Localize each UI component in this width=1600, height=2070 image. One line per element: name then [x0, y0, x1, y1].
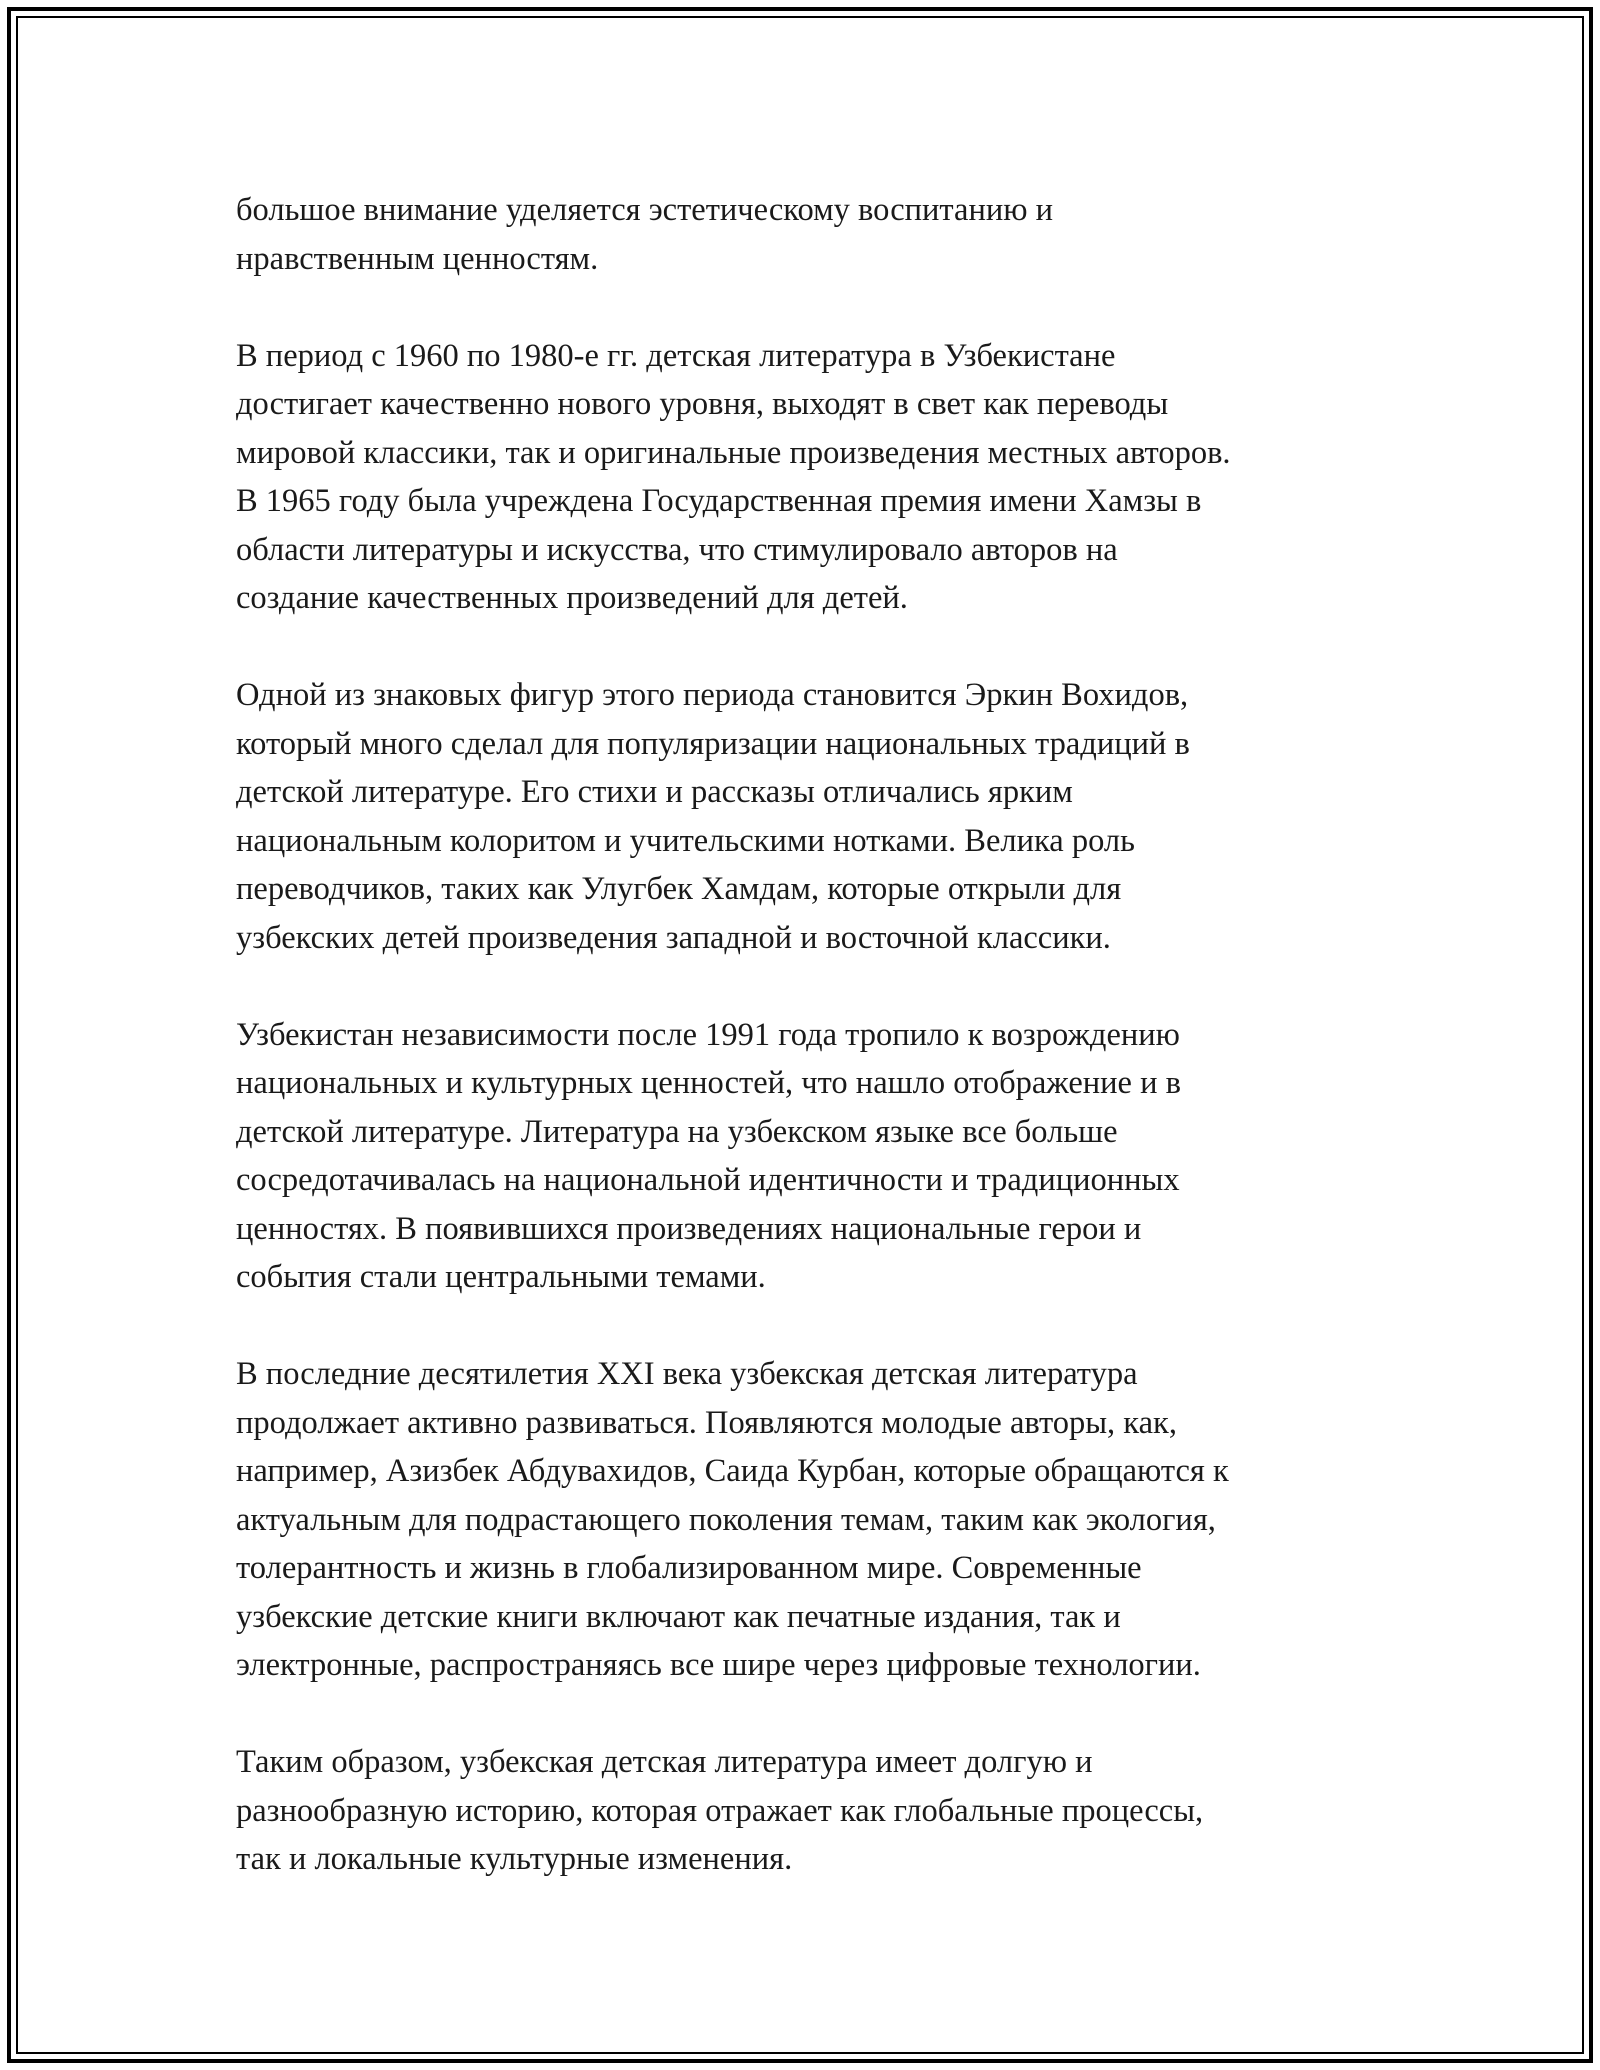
text-line: детской литературе. Его стихи и рассказы отличались ярким: [236, 774, 1073, 810]
text-line: Узбекистан независимости после 1991 года тропило к возрождению: [236, 1016, 1180, 1053]
paragraph: [236, 671, 1396, 962]
paragraph: [236, 1011, 1396, 1302]
text-line: так и локальные культурные изменения.: [236, 1841, 793, 1877]
paragraph: [236, 1350, 1396, 1690]
text-line: национальных и культурных ценностей, что нашло отображение и в: [236, 1065, 1181, 1101]
text-line: создание качественных произведений для детей.: [236, 580, 908, 616]
text-line: узбекских детей произведения западной и восточной классики.: [236, 919, 1111, 956]
text-line: Одной из знаковых фигур этого периода становится Эркин Вохидов,: [236, 677, 1189, 713]
text-line: разнообразную историю, которая отражает как глобальные процессы,: [236, 1792, 1204, 1829]
text-line: достигает качественно нового уровня, выходят в свет как переводы: [236, 386, 1169, 422]
text-line: события стали центральными темами.: [236, 1259, 766, 1295]
text-line: толерантность и жизнь в глобализированном мире. Современные: [236, 1550, 1142, 1586]
paragraph: [236, 332, 1396, 623]
text-line: нравственным ценностям.: [236, 240, 599, 277]
paragraph: [236, 186, 1396, 283]
text-line: В последние десятилетия XXI века узбекская детская литература: [236, 1356, 1138, 1392]
text-line: например, Азизбек Абдувахидов, Саида Курбан, которые обращаются к: [236, 1453, 1229, 1489]
text-line: В период с 1960 по 1980-е гг. детская литература в Узбекистане: [236, 337, 1116, 374]
document-body: [236, 186, 1396, 1884]
paragraph: [236, 1738, 1396, 1884]
text-line: мировой классики, так и оригинальные произведения местных авторов.: [236, 434, 1231, 471]
text-line: переводчиков, таких как Улугбек Хамдам, которые открыли для: [236, 871, 1122, 907]
text-line: детской литературе. Литература на узбекском языке все больше: [236, 1113, 1118, 1150]
text-line: области литературы и искусства, что стимулировало авторов на: [236, 531, 1118, 568]
text-line: ценностях. В появившихся произведениях национальные герои и: [236, 1210, 1142, 1247]
text-line: сосредотачивалась на национальной идентичности и традиционных: [236, 1162, 1180, 1198]
text-line: продолжает активно развиваться. Появляются молодые авторы, как,: [236, 1404, 1177, 1441]
text-line: узбекские детские книги включают как печатные издания, так и: [236, 1598, 1121, 1635]
text-line: электронные, распространяясь все шире через цифровые технологии.: [236, 1647, 1201, 1683]
text-line: большое внимание уделяется эстетическому воспитанию и: [236, 192, 1054, 228]
text-line: В 1965 году была учреждена Государственная премия имени Хамзы в: [236, 483, 1202, 519]
text-line: национальным колоритом и учительскими нотками. Велика роль: [236, 822, 1135, 859]
text-line: который много сделал для популяризации национальных традиций в: [236, 725, 1190, 762]
text-line: актуальным для подрастающего поколения темам, таким как экология,: [236, 1501, 1216, 1538]
text-line: Таким образом, узбекская детская литература имеет долгую и: [236, 1744, 1093, 1780]
